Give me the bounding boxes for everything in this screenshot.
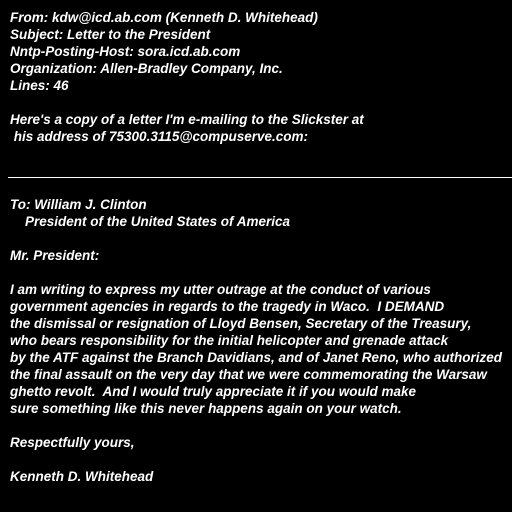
- header-organization: Organization: Allen-Bradley Company, Inc.: [10, 61, 283, 76]
- letter-body-line: who bears responsibility for the initial helicopter and grenade attack: [10, 333, 449, 348]
- letter-body-line: I am writing to express my utter outrage at the conduct of various: [10, 282, 431, 297]
- letter-body-line: the final assault on the very day that we were commemorating the Warsaw: [10, 367, 487, 382]
- letter-to-title: President of the United States of America: [10, 214, 291, 229]
- letter-to-line: To: William J. Clinton: [10, 197, 147, 212]
- intro-line: his address of 75300.3115@compuserve.com:: [10, 129, 309, 144]
- header-from: From: kdw@icd.ab.com (Kenneth D. Whitehead): [10, 10, 318, 25]
- letter-body-line: ghetto revolt. And I would truly appreciate it if you would make: [10, 384, 417, 399]
- letter-signature: Kenneth D. Whitehead: [10, 469, 154, 484]
- letter-body-line: government agencies in regards to the tragedy in Waco. I DEMAND: [10, 299, 445, 314]
- header-nntp-posting-host: Nntp-Posting-Host: sora.icd.ab.com: [10, 44, 241, 59]
- letter-closing: Respectfully yours,: [10, 435, 135, 450]
- letter-body-line: by the ATF against the Branch Davidians, and of Janet Reno, who authorized: [10, 350, 503, 365]
- letter-body-line: the dismissal or resignation of Lloyd Bensen, Secretary of the Treasury,: [10, 316, 472, 331]
- separator-rule: [8, 177, 512, 178]
- intro-line: Here's a copy of a letter I'm e-mailing to the Slickster at: [10, 112, 364, 127]
- letter-salutation: Mr. President:: [10, 248, 100, 263]
- header-subject: Subject: Letter to the President: [10, 27, 211, 42]
- header-lines: Lines: 46: [10, 78, 69, 93]
- letter-body-line: sure something like this never happens again on your watch.: [10, 401, 402, 416]
